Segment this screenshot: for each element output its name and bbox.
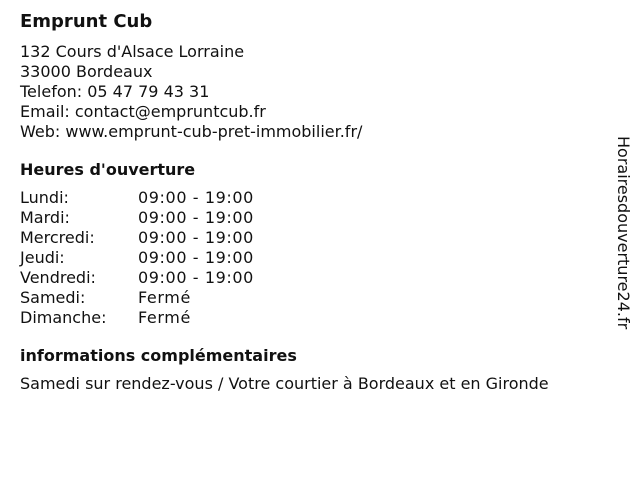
hours-time: 09:00 - 19:00: [138, 248, 254, 267]
info-heading: informations complémentaires: [20, 346, 297, 365]
hours-day: Samedi:: [20, 288, 86, 307]
web-line: Web: www.emprunt-cub-pret-immobilier.fr/: [20, 122, 363, 141]
hours-day: Dimanche:: [20, 308, 107, 327]
watermark-text: Horairesdouverture24.fr: [614, 136, 633, 330]
hours-row-vendredi: [20, 268, 610, 288]
hours-time: 09:00 - 19:00: [138, 208, 254, 227]
hours-time: Fermé: [138, 288, 191, 307]
hours-row-lundi: [20, 188, 610, 208]
hours-day: Mercredi:: [20, 228, 95, 247]
hours-heading: Heures d'ouverture: [20, 160, 196, 179]
hours-row-mercredi: [20, 228, 610, 248]
phone-line: Telefon: 05 47 79 43 31: [20, 82, 210, 101]
hours-row-mardi: [20, 208, 610, 228]
info-text: Samedi sur rendez-vous / Votre courtier à Bordeaux et en Gironde: [20, 374, 549, 393]
hours-time: Fermé: [138, 308, 191, 327]
hours-row-dimanche: [20, 308, 610, 328]
hours-time: 09:00 - 19:00: [138, 268, 254, 287]
hours-table: [20, 188, 610, 328]
business-name: Emprunt Cub: [20, 11, 153, 32]
address-street: 132 Cours d'Alsace Lorraine: [20, 42, 245, 61]
hours-day: Jeudi:: [20, 248, 65, 267]
hours-time: 09:00 - 19:00: [138, 228, 254, 247]
hours-day: Lundi:: [20, 188, 69, 207]
hours-day: Mardi:: [20, 208, 70, 227]
address-block: [20, 42, 610, 142]
hours-row-samedi: [20, 288, 610, 308]
hours-day: Vendredi:: [20, 268, 96, 287]
business-card: [20, 10, 610, 394]
address-city: 33000 Bordeaux: [20, 62, 153, 81]
email-line: Email: contact@empruntcub.fr: [20, 102, 266, 121]
hours-time: 09:00 - 19:00: [138, 188, 254, 207]
hours-row-jeudi: [20, 248, 610, 268]
